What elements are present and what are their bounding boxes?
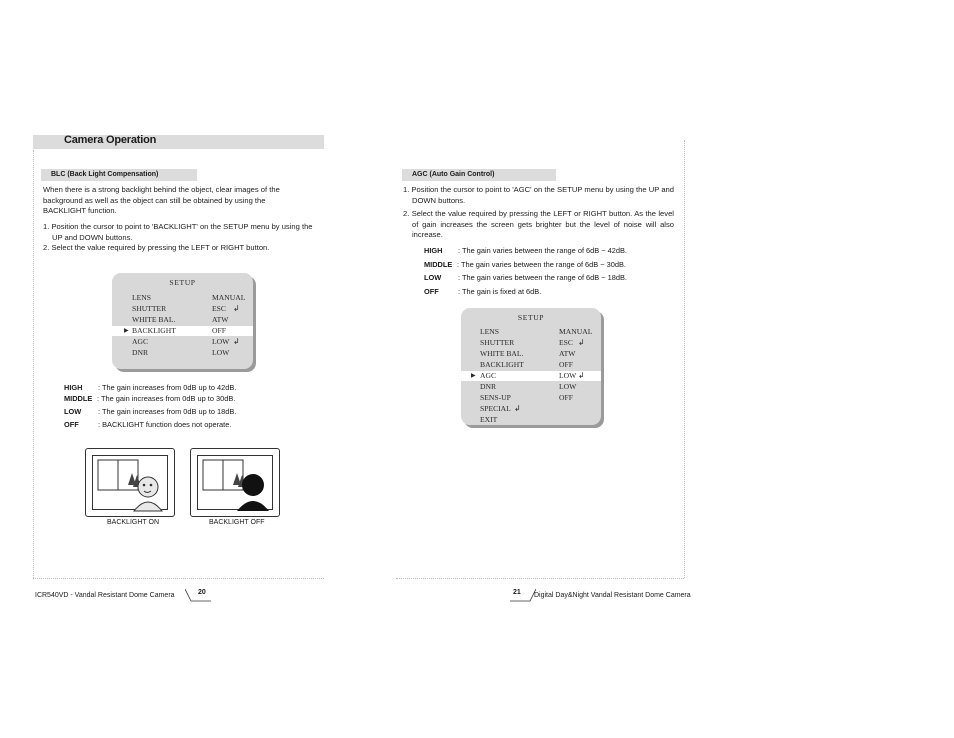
menu-row-label: BACKLIGHT: [480, 360, 524, 369]
backlight-off-scene: [191, 449, 281, 518]
menu-row[interactable]: [112, 337, 253, 347]
blc-setup-menu: [112, 273, 253, 369]
option-desc: : BACKLIGHT function does not operate.: [98, 420, 232, 429]
option-key: OFF: [64, 420, 79, 429]
menu-row[interactable]: [112, 348, 253, 358]
menu-row-label: BACKLIGHT: [132, 326, 176, 335]
left-page-number: 20: [198, 589, 206, 596]
option-key: LOW: [424, 273, 442, 282]
option-key: OFF: [424, 287, 439, 296]
blc-step-1: 1. Position the cursor to point to 'BACKLIGHT' on the SETUP menu by using the UP and DOWN buttons.: [43, 222, 313, 242]
option-desc: : The gain varies between the range of 6dB ~ 30dB.: [457, 260, 626, 269]
menu-row[interactable]: [461, 338, 601, 348]
blc-intro: When there is a strong backlight behind the object, clear images of the background as well as the object can still be obtained by using the BACKLIGHT function.: [43, 185, 280, 216]
menu-row-value: MANUAL: [212, 293, 246, 302]
menu-row-label: LENS: [480, 327, 499, 336]
right-page-number: 21: [513, 589, 521, 596]
right-page-bottom-guide: [396, 578, 684, 579]
menu-row-value: OFF: [559, 360, 573, 369]
menu-row-value: LOW: [212, 348, 230, 357]
menu-row[interactable]: [461, 349, 601, 359]
right-footer-tab: [510, 588, 536, 602]
menu-row-label: WHITE BAL.: [132, 315, 176, 324]
menu-row[interactable]: [461, 371, 601, 381]
menu-row-label: EXIT: [480, 415, 498, 424]
right-page-guide: [684, 140, 685, 578]
menu-title: SETUP: [169, 278, 196, 287]
enter-return-icon: ↲: [578, 338, 585, 347]
option-desc: : The gain increases from 0dB up to 30dB.: [97, 394, 236, 403]
menu-row-value: OFF: [212, 326, 226, 335]
backlight-on-scene: [86, 449, 176, 518]
menu-row[interactable]: [461, 327, 601, 337]
option-desc: : The gain is fixed at 6dB.: [458, 287, 542, 296]
enter-return-icon: ↲: [514, 404, 521, 413]
cursor-arrow-icon: ▶: [124, 328, 129, 334]
option-desc: : The gain varies between the range of 6dB ~ 42dB.: [458, 246, 627, 255]
menu-row[interactable]: [112, 293, 253, 303]
menu-row-value: LOW: [559, 382, 577, 391]
menu-row-label: AGC: [132, 337, 149, 346]
menu-row-value: ATW: [212, 315, 229, 324]
menu-row[interactable]: [461, 393, 601, 403]
backlight-off-illustration: [190, 448, 280, 517]
menu-row-value: LOW: [559, 371, 577, 380]
option-key: HIGH: [64, 383, 83, 392]
left-footer: ICR540VD - Vandal Resistant Dome Camera: [35, 592, 175, 599]
option-key: MIDDLE: [64, 394, 93, 403]
option-key: MIDDLE: [424, 260, 453, 269]
menu-row-label: SPECIAL: [480, 404, 511, 413]
option-key: LOW: [64, 407, 82, 416]
menu-row-label: AGC: [480, 371, 497, 380]
agc-step-2: 2. Select the value required by pressing the LEFT or RIGHT button. As the level of gain increases the screen gets brighter but the level of noise will also increase.: [403, 209, 674, 240]
left-page-guide: [33, 150, 34, 578]
menu-row[interactable]: [461, 360, 601, 370]
option-key: HIGH: [424, 246, 443, 255]
blc-subsection-title: BLC (Back Light Compensation): [41, 169, 197, 181]
menu-row[interactable]: [112, 326, 253, 336]
backlight-on-illustration: [85, 448, 175, 517]
menu-row-value: OFF: [559, 393, 573, 402]
option-desc: : The gain increases from 0dB up to 18dB.: [98, 407, 237, 416]
menu-row-value: MANUAL: [559, 327, 593, 336]
menu-row-label: DNR: [480, 382, 497, 391]
menu-row-value: ATW: [559, 349, 576, 358]
menu-row-label: DNR: [132, 348, 149, 357]
option-desc: : The gain varies between the range of 6dB ~ 18dB.: [458, 273, 627, 282]
right-footer: Digital Day&Night Vandal Resistant Dome Camera: [534, 592, 691, 599]
menu-row[interactable]: [461, 415, 601, 425]
menu-row-label: WHITE BAL.: [480, 349, 524, 358]
menu-row-value: LOW: [212, 337, 230, 346]
menu-row-label: SHUTTER: [132, 304, 167, 313]
option-desc: : The gain increases from 0dB up to 42dB.: [98, 383, 237, 392]
left-page-bottom-guide: [33, 578, 324, 579]
agc-setup-menu: [461, 308, 601, 425]
enter-return-icon: ↲: [233, 304, 240, 313]
agc-subsection-title: AGC (Auto Gain Control): [402, 169, 556, 181]
caption-backlight-off: BACKLIGHT OFF: [209, 519, 265, 526]
menu-row[interactable]: [112, 315, 253, 325]
menu-row-label: SENS-UP: [480, 393, 511, 402]
menu-title: SETUP: [517, 313, 545, 322]
menu-row[interactable]: [112, 304, 253, 314]
menu-row-label: SHUTTER: [480, 338, 515, 347]
cursor-arrow-icon: ▶: [471, 373, 476, 379]
caption-backlight-on: BACKLIGHT ON: [107, 519, 159, 526]
agc-step-1: 1. Position the cursor to point to 'AGC' on the SETUP menu by using the UP and DOWN buttons.: [403, 185, 674, 205]
blc-step-2: 2. Select the value required by pressing the LEFT or RIGHT button.: [43, 243, 270, 252]
menu-row-value: ESC: [559, 338, 573, 347]
menu-row[interactable]: [461, 382, 601, 392]
menu-row[interactable]: [461, 404, 601, 414]
section-title: Camera Operation: [64, 134, 157, 146]
menu-row-value: ESC: [212, 304, 226, 313]
enter-return-icon: ↲: [578, 371, 585, 380]
enter-return-icon: ↲: [233, 337, 240, 346]
menu-row-label: LENS: [132, 293, 151, 302]
